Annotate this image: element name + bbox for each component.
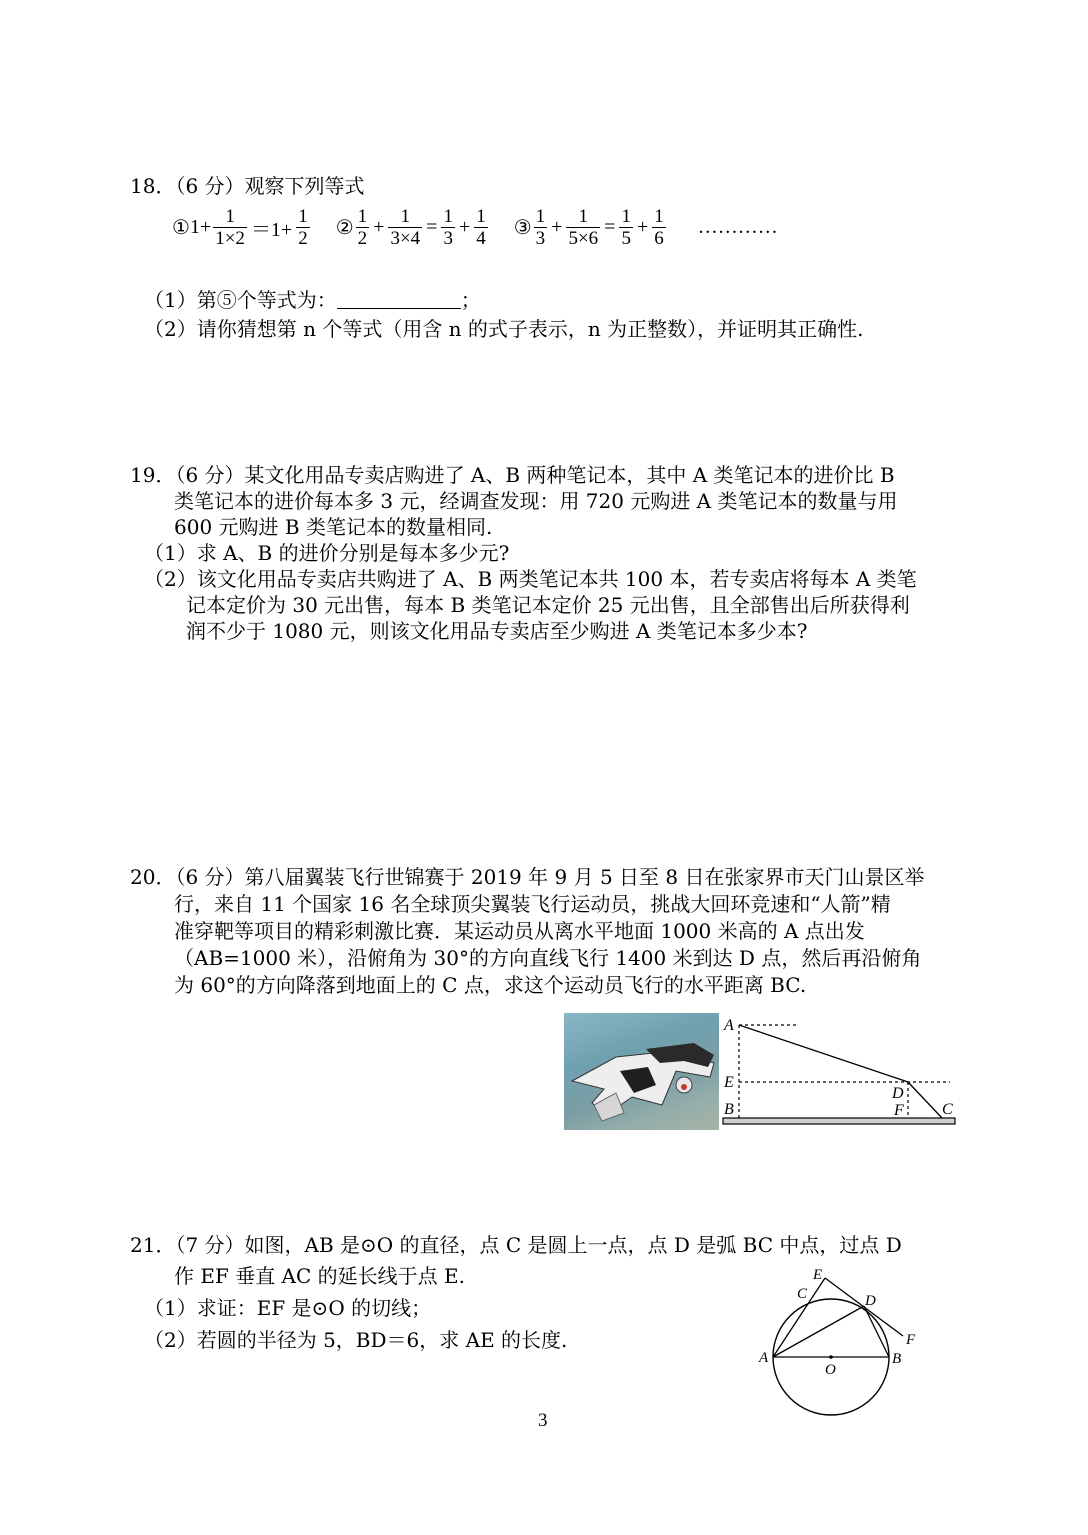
eq2-fraction-2: $\frac{1}{3\times 4}$ <box>390 206 421 249</box>
eq3-fraction-2: $\frac{1}{5\times 6}$ <box>568 206 599 249</box>
label-c: C <box>942 1101 953 1118</box>
q18-part1-text: （1）第⑤个等式为： <box>144 288 337 312</box>
q21-part1: （1）求证：EF 是⊙O 的切线； <box>144 1296 432 1320</box>
label-b: B <box>892 1351 902 1367</box>
chord-bd <box>864 1306 889 1357</box>
segment-dc <box>908 1082 942 1118</box>
label-d: D <box>892 1085 904 1102</box>
eq1-equals: ＝1+ <box>250 219 293 241</box>
wingsuit-flyer-image <box>564 1013 719 1130</box>
eq3-fraction-4: $\frac{1}{6}$ <box>654 206 664 249</box>
eq3-plus-1: + <box>551 216 563 238</box>
q20-line-2: 行，来自 11 个国家 16 名全球顶尖翼装飞行运动员，挑战大回环竞速和“人箭”精 <box>174 892 891 916</box>
center-point <box>829 1355 833 1359</box>
eq3-fraction-3: $\frac{1}{5}$ <box>621 206 631 249</box>
label-f: F <box>894 1102 904 1119</box>
eq3-equals: = <box>604 216 616 238</box>
q20-line-1: 20．（6 分）第八届翼装飞行世锦赛于 2019 年 9 月 5 日至 8 日在张家界市天门山景区举 <box>130 865 925 889</box>
q19-line-3: 600 元购进 B 类笔记本的数量相同. <box>174 515 493 539</box>
q18-heading: 18．（6 分）观察下列等式 <box>130 174 365 198</box>
q19-line-2: 类笔记本的进价每本多 3 元，经调查发现：用 720 元购进 A 类笔记本的数量与用 <box>174 489 898 513</box>
q21-line-2: 作 EF 垂直 AC 的延长线于点 E. <box>174 1264 465 1288</box>
ground-bar <box>723 1118 955 1124</box>
eq2-mark: ② <box>335 217 354 239</box>
chord-ad <box>773 1306 864 1357</box>
label-e: E <box>724 1074 734 1091</box>
label-o: O <box>825 1362 836 1378</box>
q19-part2-line-2: 记本定价为 30 元出售，每本 B 类笔记本定价 25 元出售，且全部售出后所获得利 <box>186 593 910 617</box>
eq3-mark: ③ <box>513 217 532 239</box>
label-b: B <box>724 1101 734 1118</box>
eq2-plus-1: + <box>373 216 385 238</box>
wingsuit-photo <box>564 1013 719 1130</box>
label-f: F <box>906 1332 916 1348</box>
eq2-plus-2: + <box>458 216 471 238</box>
q18-part1-end: ； <box>460 288 481 312</box>
eq3-fraction-1: $\frac{1}{3}$ <box>535 206 546 249</box>
q19-part1: （1）求 A、B 的进价分别是每本多少元? <box>144 541 510 565</box>
q20-line-4: （AB=1000 米），沿俯角为 30°的方向直线飞行 1400 米到达 D 点，然后再沿俯角 <box>174 946 922 970</box>
q19-part2-line-1: （2）该文化用品专卖店共购进了 A、B 两类笔记本共 100 本，若专卖店将每本 A 类笔 <box>144 567 917 591</box>
q21-line-1: 21．（7 分）如图，AB 是⊙O 的直径，点 C 是圆上一点，点 D 是弧 BC 中点，过点 D <box>130 1233 902 1257</box>
eq1-one-plus: 1+ <box>189 216 212 238</box>
eq2-fraction-4: $\frac{1}{4}$ <box>476 206 486 249</box>
q18-part1 <box>144 287 481 313</box>
eq2-fraction-1: $\frac{1}{2}$ <box>357 206 368 249</box>
q18-part2: （2）请你猜想第 n 个等式（用含 n 的式子表示，n 为正整数），并证明其正确性. <box>144 317 864 341</box>
label-a: A <box>724 1017 734 1034</box>
answer-blank[interactable] <box>337 288 461 309</box>
eq2-equals: = <box>426 216 438 238</box>
eq1-fraction-1: $\frac{1}{1\times 2}$ <box>215 206 245 249</box>
circle-diagram <box>755 1262 925 1422</box>
eq1-mark: ① <box>172 217 190 239</box>
eq2-fraction-3: $\frac{1}{3}$ <box>443 206 453 249</box>
eq1-fraction-2: $\frac{1}{2}$ <box>298 206 308 249</box>
q19-line-1: 19．（6 分）某文化用品专卖店购进了 A、B 两种笔记本，其中 A 类笔记本的进价比 B <box>130 463 895 487</box>
q18-equations <box>172 206 778 249</box>
label-d: D <box>865 1293 876 1309</box>
q20-line-5: 为 60°的方向降落到地面上的 C 点，求这个运动员飞行的水平距离 BC. <box>174 973 807 997</box>
q19-part2-line-3: 润不少于 1080 元，则该文化用品专卖店至少购进 A 类笔记本多少本? <box>186 619 808 643</box>
q20-line-3: 准穿靶等项目的精彩刺激比赛．某运动员从离水平地面 1000 米高的 A 点出发 <box>174 919 865 943</box>
label-c: C <box>797 1286 808 1302</box>
flight-path-diagram <box>720 1012 965 1130</box>
eq3-plus-2: + <box>636 216 649 238</box>
label-a: A <box>759 1350 769 1366</box>
segment-ad <box>739 1025 908 1082</box>
label-e: E <box>813 1267 823 1283</box>
page-number: 3 <box>538 1410 548 1431</box>
eq-ellipsis: ………… <box>697 216 778 238</box>
q21-part2: （2）若圆的半径为 5，BD＝6，求 AE 的长度. <box>144 1328 568 1352</box>
